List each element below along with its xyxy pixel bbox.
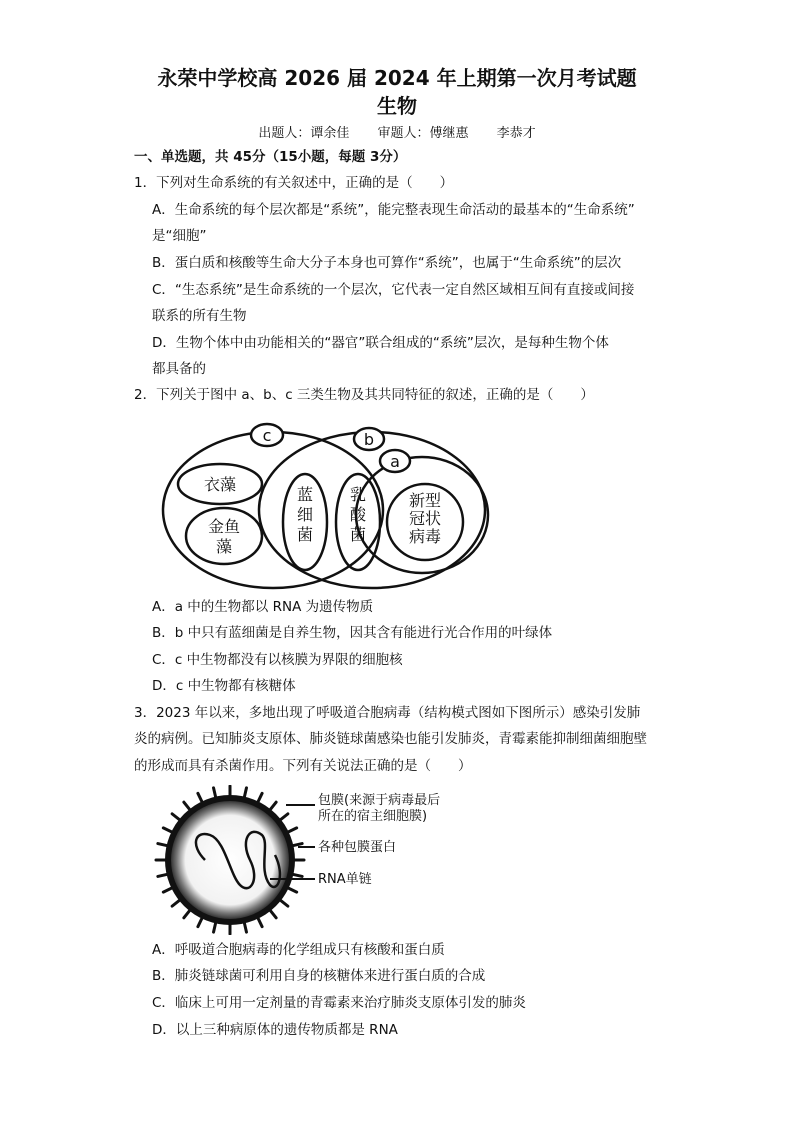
q3-stem-3: 的形成而具有杀菌作用。下列有关说法正确的是（ ） — [134, 758, 472, 774]
set-b-ellipse — [259, 432, 485, 588]
subject-title: 生物 — [377, 94, 417, 118]
virus-structure-figure — [150, 785, 470, 935]
lan-label-2: 细 — [296, 505, 314, 524]
author-line — [0, 122, 794, 141]
q2-stem: 2．下列关于图中 a、b、c 三类生物及其共同特征的叙述，正确的是（ ） — [134, 387, 594, 403]
q1-option-a-cont: 是“细胞” — [152, 228, 207, 244]
exam-title: 永荣中学校高 2026 届 2024 年上期第一次月考试题 — [157, 66, 637, 90]
q2-option-c: C．c 中生物都没有以核膜为界限的细胞核 — [152, 652, 403, 668]
ru-label-1: 乳 — [349, 485, 367, 504]
protein-label: 各种包膜蛋白 — [318, 840, 397, 855]
section-heading: 一、单选题，共 45分（15小题，每题 3分） — [134, 149, 407, 165]
q1-stem: 1．下列对生命系统的有关叙述中，正确的是（ ） — [134, 175, 454, 191]
ru-label-2: 酸 — [349, 505, 367, 524]
envelope-label-1: 包膜(来源于病毒最后 — [318, 793, 441, 808]
xinguan-label-2: 冠状 — [408, 509, 442, 528]
reviewer-2: 李恭才 — [496, 126, 536, 141]
q1-option-c-cont: 联系的所有生物 — [152, 308, 247, 324]
jinyuzao-label-2: 藻 — [215, 537, 233, 556]
setter: 出题人：谭余佳 — [258, 126, 350, 141]
label-b: b — [363, 430, 375, 449]
jinyuzao-label-1: 金鱼 — [207, 517, 241, 536]
q3-option-d: D．以上三种病原体的遗传物质都是 RNA — [152, 1022, 398, 1038]
label-c: c — [262, 426, 272, 445]
q3-stem-2: 炎的病例。已知肺炎支原体、肺炎链球菌感染也能引发肺炎，青霉素能抑制细菌细胞壁 — [134, 731, 647, 747]
q3-option-b: B．肺炎链球菌可利用自身的核糖体来进行蛋白质的合成 — [152, 968, 486, 984]
ru-label-3: 菌 — [349, 525, 367, 544]
virus-envelope — [168, 798, 292, 922]
q3-stem-1: 3．2023 年以来，多地出现了呼吸道合胞病毒（结构模式图如下图所示）感染引发肺 — [134, 705, 641, 721]
rna-label: RNA单链 — [318, 872, 372, 887]
q1-option-d-cont: 都具备的 — [152, 361, 206, 377]
q2-option-d: D．c 中生物都有核糖体 — [152, 678, 296, 694]
q3-option-c: C．临床上可用一定剂量的青霉素来治疗肺炎支原体引发的肺炎 — [152, 995, 526, 1011]
q1-option-c: C．“生态系统”是生命系统的一个层次，它代表一定自然区域相互间有直接或间接 — [152, 282, 635, 298]
q1-option-d: D．生物个体中由功能相关的“器官”联合组成的“系统”层次，是每种生物个体 — [152, 335, 609, 351]
q1-option-a: A．生命系统的每个层次都是“系统”，能完整表现生命活动的最基本的“生命系统” — [152, 202, 635, 218]
xinguan-label-1: 新型 — [408, 491, 442, 510]
lan-label-1: 蓝 — [296, 485, 314, 504]
q3-option-a: A．呼吸道合胞病毒的化学组成只有核酸和蛋白质 — [152, 942, 445, 958]
venn-diagram — [160, 420, 500, 590]
q2-option-b: B．b 中只有蓝细菌是自养生物，因其含有能进行光合作用的叶绿体 — [152, 625, 553, 641]
lan-label-3: 菌 — [296, 525, 314, 544]
envelope-label-2: 所在的宿主细胞膜) — [318, 809, 428, 824]
yizao-label: 衣藻 — [203, 475, 237, 494]
q2-option-a: A．a 中的生物都以 RNA 为遗传物质 — [152, 599, 374, 615]
q1-option-b: B．蛋白质和核酸等生命大分子本身也可算作“系统”，也属于“生命系统”的层次 — [152, 255, 622, 271]
reviewer: 审题人：傅继惠 — [377, 126, 469, 141]
xinguan-label-3: 病毒 — [408, 527, 442, 546]
label-a: a — [390, 452, 400, 471]
